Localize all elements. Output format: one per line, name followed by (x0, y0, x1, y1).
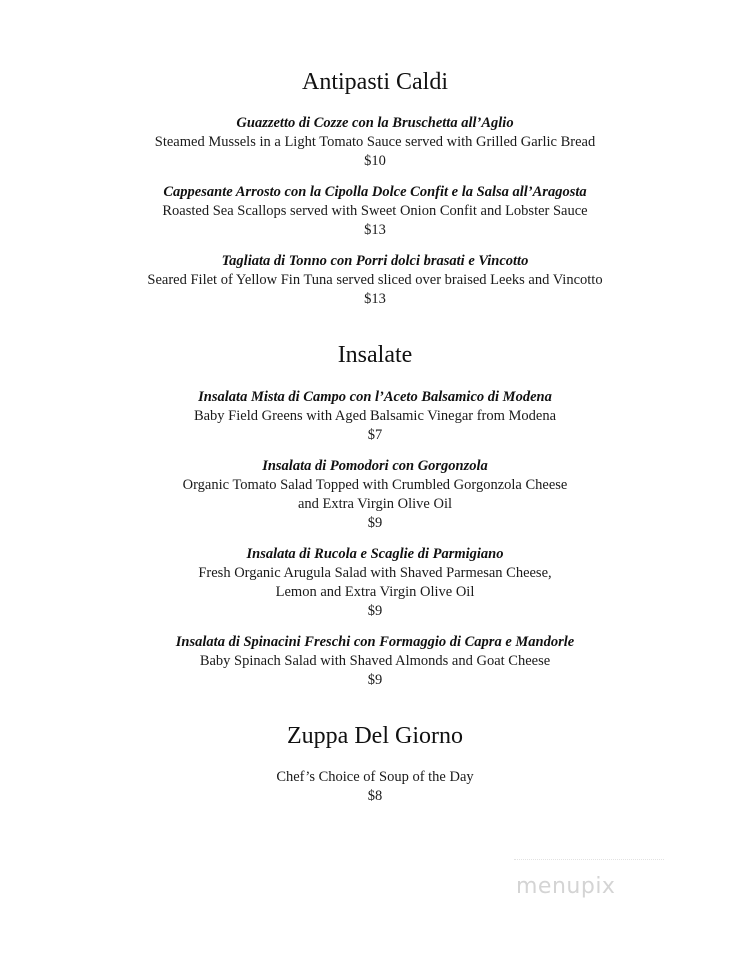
item-description: Organic Tomato Salad Topped with Crumbled Gorgonzola Cheese (182, 477, 568, 493)
menu-item (0, 633, 750, 690)
item-description: Fresh Organic Arugula Salad with Shaved Parmesan Cheese, (198, 565, 552, 581)
menupix-watermark: menupix (516, 874, 616, 899)
item-name: Insalata di Spinacini Freschi con Formaggio di Capra e Mandorle (175, 634, 575, 650)
menu-item (0, 545, 750, 621)
item-description: and Extra Virgin Olive Oil (297, 496, 453, 512)
item-price: $13 (364, 291, 386, 307)
item-name: Insalata di Pomodori con Gorgonzola (262, 458, 488, 474)
item-description: Baby Spinach Salad with Shaved Almonds and Goat Cheese (199, 653, 551, 669)
item-description: Roasted Sea Scallops served with Sweet Onion Confit and Lobster Sauce (162, 203, 588, 219)
menu-item (0, 252, 750, 309)
item-description: Baby Field Greens with Aged Balsamic Vinegar from Modena (193, 408, 557, 424)
menu-item (0, 768, 750, 806)
item-description: Lemon and Extra Virgin Olive Oil (275, 584, 475, 600)
item-description: Seared Filet of Yellow Fin Tuna served sliced over braised Leeks and Vincotto (147, 272, 603, 288)
section-title-zuppa-del-giorno: Zuppa Del Giorno (287, 723, 463, 749)
item-price: $7 (367, 427, 383, 443)
item-price: $9 (367, 603, 383, 619)
item-name: Insalata di Rucola e Scaglie di Parmigiano (246, 546, 504, 562)
item-description: Chef’s Choice of Soup of the Day (276, 769, 474, 785)
section-title-insalate: Insalate (337, 342, 413, 368)
menu-item (0, 388, 750, 445)
item-name: Guazzetto di Cozze con la Bruschetta all’Aglio (236, 115, 514, 131)
item-price: $9 (367, 515, 383, 531)
item-name: Cappesante Arrosto con la Cipolla Dolce Confit e la Salsa all’Aragosta (163, 184, 587, 200)
menu-item (0, 114, 750, 171)
item-price: $8 (367, 788, 383, 804)
menu-item (0, 457, 750, 533)
menu-item (0, 183, 750, 240)
item-name: Insalata Mista di Campo con l’Aceto Balsamico di Modena (198, 389, 552, 405)
item-description: Steamed Mussels in a Light Tomato Sauce served with Grilled Garlic Bread (154, 134, 596, 150)
watermark-rule (514, 859, 664, 861)
item-price: $10 (364, 153, 386, 169)
section-title-antipasti-caldi: Antipasti Caldi (302, 69, 448, 95)
item-price: $9 (367, 672, 383, 688)
item-name: Tagliata di Tonno con Porri dolci brasati e Vincotto (221, 253, 529, 269)
item-price: $13 (364, 222, 386, 238)
